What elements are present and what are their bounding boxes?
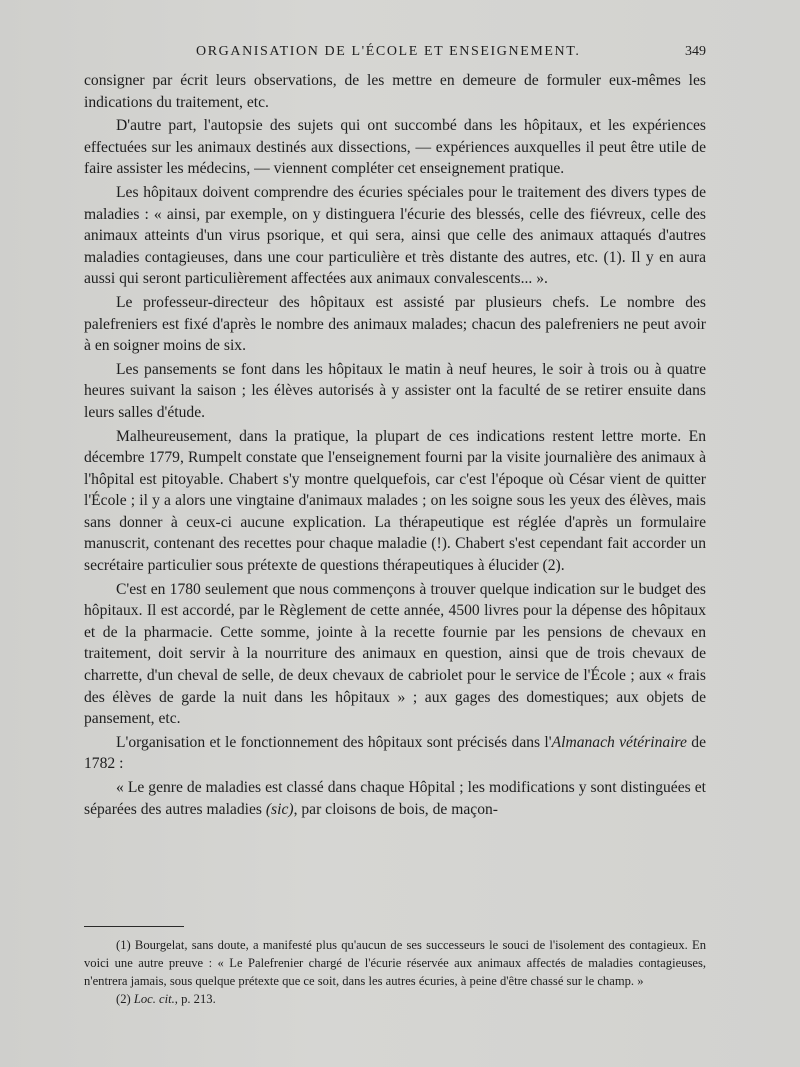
paragraph-8-text-a: L'organisation et le fonctionnement des hôpitaux sont précisés dans l' [116,733,552,751]
footnote-1: (1) Bourgelat, sans doute, a manifesté plus qu'aucun de ses successeurs le souci de l'isolement des contagieux. En voici une autre preuve : « Le Palefrenier chargé de l'écurie réservée aux animaux affectés de maladies contagieuses, n'entrera jamais, sous quelque prétexte que ce soit, dans les autres écuries, à peine d'être chassé sur le champ. » [84,938,706,988]
sic-note: (sic) [265,800,294,818]
paragraph-5: Les pansements se font dans les hôpitaux le matin à neuf heures, le soir à trois ou à quatre heures suivant la saison ; les élèves autorisés à y assister ont la faculté de se retirer ensuite dans leurs salles d'étude. [84,360,706,421]
paragraph-9 [84,777,706,820]
paragraph-7: C'est en 1780 seulement que nous commençons à trouver quelque indication sur le budget des hôpitaux. Il est accordé, par le Règlement de cette année, 4500 livres pour la dépense des hôpitaux et de la pharmacie. Cette somme, jointe à la recette fournie par les pensions de chevaux en traitement, doit servir à la nourriture des animaux en question, ainsi que de trois chevaux de charrette, d'un cheval de selle, de deux chevaux de cabriolet pour le service de l'École ; aux « frais des élèves de garde la nuit dans les hôpitaux » ; aux gages des domestiques; aux objets de pansement, etc. [84,580,706,728]
running-title: ORGANISATION DE L'ÉCOLE ET ENSEIGNEMENT. [196,44,581,59]
page-header [96,44,706,68]
footnote-2-page: , p. 213. [174,992,216,1006]
almanach-title: Almanach vétérinaire [551,733,687,751]
footnote-2-number: (2) [116,992,134,1006]
paragraph-3: Les hôpitaux doivent comprendre des écuries spéciales pour le traitement des divers types de maladies : « ainsi, par exemple, on y distinguera l'écurie des blessés, celle des fiévreux, celle des animaux atteints d'un virus psorique, et qui sera, ainsi que celle des animaux attaqués d'autres maladies contagieuses, dans une cour particulière et très distante des autres, etc. (1). Il y en aura aussi qui seront particulièrement affectées aux animaux convalescents... ». [84,183,706,288]
paragraph-6: Malheureusement, dans la pratique, la plupart de ces indications restent lettre morte. En décembre 1779, Rumpelt constate que l'enseignement fourni par la visite journalière des animaux à l'hôpital est pitoyable. Chabert s'y montre quelquefois, car c'est l'époque où César vient de quitter l'École ; il y a alors une vingtaine d'animaux malades ; on les soigne sous les yeux des élèves, mais sans donner à ceux-ci aucune explication. La thérapeutique est réglée d'après un formulaire manuscrit, contenant des recettes pour chaque maladie (!). Chabert s'est cependant fait accorder un secrétaire particulier sous prétexte de questions thérapeutiques à élucider (2). [84,427,706,575]
paragraph-9-text-a: « Le genre de maladies est classé dans chaque Hôpital ; les modifications y sont distinguées et séparées des autres maladies [84,779,706,818]
footnote-divider [84,926,184,927]
footnote-2-citation: Loc. cit. [133,992,175,1006]
footnotes [84,936,706,1008]
paragraph-4: Le professeur-directeur des hôpitaux est assisté par plusieurs chefs. Le nombre des palefreniers est fixé d'après le nombre des animaux malades; chacun des palefreniers ne peut avoir à en soigner moins de six. [84,293,706,355]
footnote-2 [84,990,706,1008]
page-number: 349 [685,44,706,59]
paragraph-9-text-b: , par cloisons de bois, de maçon- [293,800,498,818]
paragraph-1: consigner par écrit leurs observations, de les mettre en demeure de formuler eux-mêmes les indications du traitement, etc. [84,72,706,111]
paragraph-8-text-b: de 1782 : [84,733,706,773]
main-text [84,70,706,820]
paragraph-2: D'autre part, l'autopsie des sujets qui ont succombé dans les hôpitaux, et les expériences effectuées sur les animaux destinés aux dissections, — expériences auxquelles il peut être utile de faire assister les médecins, — viennent compléter cet enseignement pratique. [84,117,706,178]
paragraph-8 [84,732,706,775]
